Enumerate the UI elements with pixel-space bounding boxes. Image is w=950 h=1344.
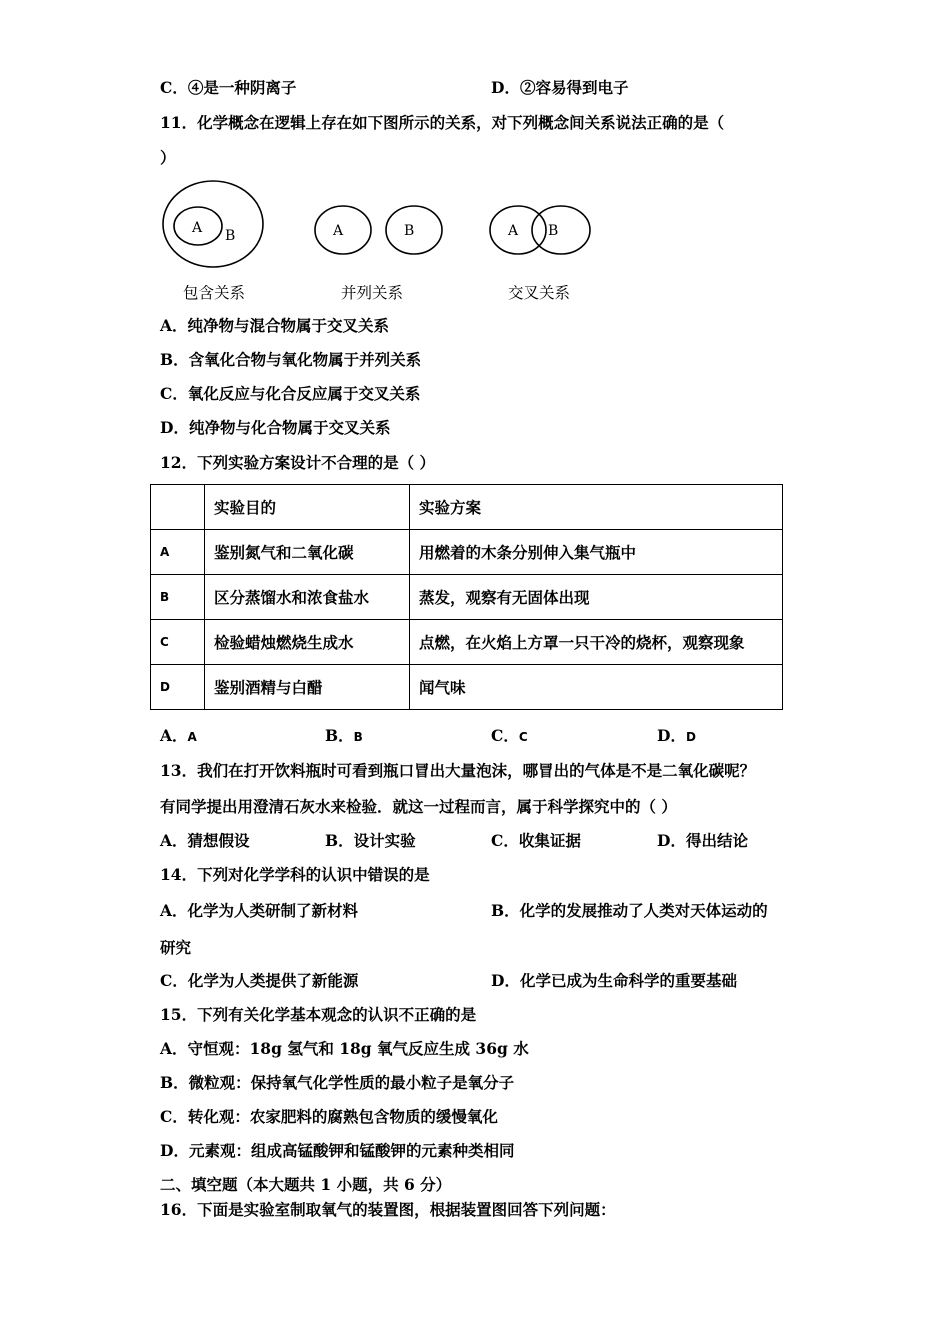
q15-stem: 15．下列有关化学基本观念的认识不正确的是	[160, 1005, 477, 1024]
row-plan: 用燃着的木条分别伸入集气瓶中	[410, 530, 783, 575]
q15-option-c: C．转化观：农家肥料的腐熟包含物质的缓慢氧化	[160, 1107, 498, 1126]
row-purpose: 鉴别酒精与白醋	[205, 665, 410, 710]
q10-option-d: D．②容易得到电子	[491, 78, 629, 97]
q12-stem: 12．下列实验方案设计不合理的是（ ）	[160, 453, 435, 472]
row-key: B	[151, 575, 205, 620]
header-cell: 实验目的	[205, 485, 410, 530]
circle-label-b: B	[548, 223, 559, 239]
circle-label-a: A	[333, 223, 344, 239]
row-plan: 蒸发，观察有无固体出现	[410, 575, 783, 620]
row-plan: 闻气味	[410, 665, 783, 710]
q15-option-d: D．元素观：组成高锰酸钾和锰酸钾的元素种类相同	[160, 1141, 515, 1160]
q11-option-a: A．纯净物与混合物属于交叉关系	[160, 316, 390, 335]
q15-option-a: A．守恒观：18g 氢气和 18g 氧气反应生成 36g 水	[160, 1039, 529, 1058]
q12-option-c: C．C	[491, 726, 528, 745]
q11-option-b: B．含氧化合物与氧化物属于并列关系	[160, 350, 422, 369]
q13-stem: 13．我们在打开饮料瓶时可看到瓶口冒出大量泡沫，哪冒出的气体是不是二氧化碳呢？	[160, 761, 756, 780]
table-row	[151, 620, 783, 665]
q14-option-a: A．化学为人类研制了新材料	[160, 901, 359, 920]
q11-stem: 11．化学概念在逻辑上存在如下图所示的关系，对下列概念间关系说法正确的是（	[160, 113, 725, 132]
q13-option-d: D．得出结论	[657, 831, 748, 850]
row-purpose: 区分蒸馏水和浓食盐水	[205, 575, 410, 620]
q14-option-d: D．化学已成为生命科学的重要基础	[491, 971, 737, 990]
circle-label-b: B	[404, 223, 415, 239]
circle-label-a: A	[192, 220, 203, 236]
q10-option-c: C．④是一种阴离子	[160, 78, 297, 97]
circle-label-a: A	[508, 223, 519, 239]
caption-parallel: 并列关系	[341, 284, 404, 302]
q13-option-b: B．设计实验	[325, 831, 416, 850]
row-key: C	[151, 620, 205, 665]
inclusion-diagram	[163, 181, 263, 267]
q13-option-c: C．收集证据	[491, 831, 581, 850]
header-cell: 实验方案	[410, 485, 783, 530]
table-header-row	[151, 485, 783, 530]
q14-stem: 14．下列对化学学科的认识中错误的是	[160, 865, 430, 884]
circle-label-b: B	[225, 228, 236, 244]
table-row	[151, 575, 783, 620]
q16-stem: 16．下面是实验室制取氧气的装置图，根据装置图回答下列问题：	[160, 1200, 616, 1219]
row-purpose: 鉴别氮气和二氧化碳	[205, 530, 410, 575]
row-key: A	[151, 530, 205, 575]
caption-inclusion: 包含关系	[183, 284, 246, 302]
q11-stem-cont: ）	[160, 148, 176, 167]
row-plan: 点燃，在火焰上方罩一只干冷的烧杯，观察现象	[410, 620, 783, 665]
q12-option-b: B．B	[325, 726, 363, 745]
relation-diagram	[155, 178, 605, 303]
table-row	[151, 665, 783, 710]
header-cell	[151, 485, 205, 530]
row-key: D	[151, 665, 205, 710]
experiment-table	[150, 484, 783, 710]
row-purpose: 检验蜡烛燃烧生成水	[205, 620, 410, 665]
q13-option-a: A．猜想假设	[160, 831, 250, 850]
section-heading: 二、填空题（本大题共 1 小题，共 6 分）	[160, 1175, 452, 1194]
q13-stem-cont: 有同学提出用澄清石灰水来检验．就这一过程而言，属于科学探究中的（ ）	[160, 797, 677, 816]
q15-option-b: B．微粒观：保持氧气化学性质的最小粒子是氧分子	[160, 1073, 515, 1092]
q11-option-c: C．氧化反应与化合反应属于交叉关系	[160, 384, 421, 403]
q12-option-d: D．D	[657, 726, 696, 745]
q14-option-c: C．化学为人类提供了新能源	[160, 971, 359, 990]
table-row	[151, 530, 783, 575]
parallel-diagram	[315, 206, 442, 254]
q11-option-d: D．纯净物与化合物属于交叉关系	[160, 418, 391, 437]
caption-intersection: 交叉关系	[508, 284, 571, 302]
q12-option-a: A．A	[160, 726, 197, 745]
intersection-diagram	[490, 206, 590, 254]
q14-option-b: B．化学的发展推动了人类对天体运动的	[491, 901, 768, 920]
q14-option-b-cont: 研究	[160, 938, 192, 957]
